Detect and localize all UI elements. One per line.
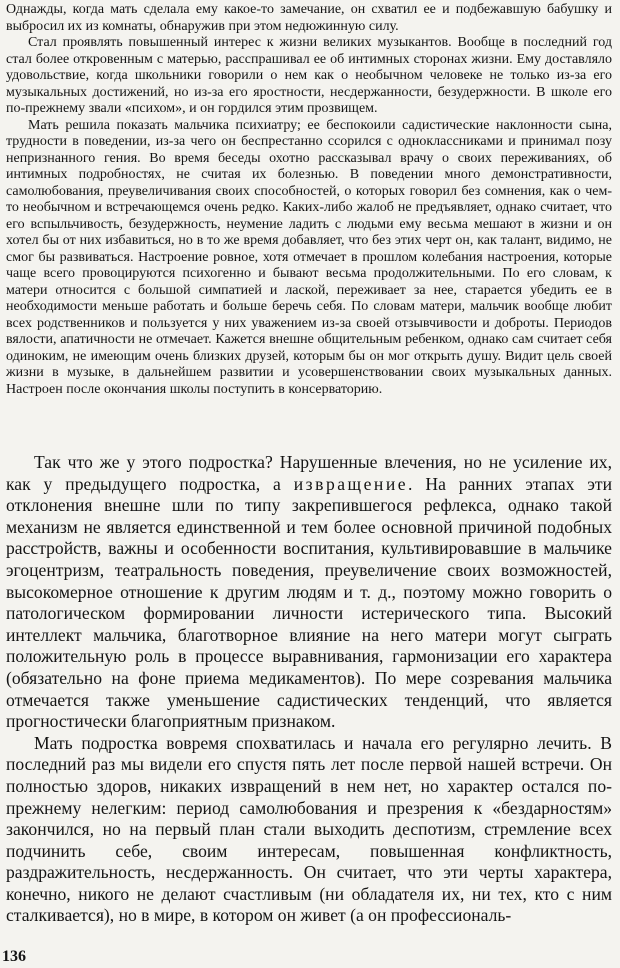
case-paragraph-3: Мать решила показать мальчика психиатру; ее беспокоили садистические наклонности сына, трудности в поведении, из-за чего он беспрестанно ссорился с одноклассниками и принимал позу непризнанного гения. Во время беседы охотно рассказывал врачу о своих переживаниях, об интимных подробностях, не считая их болезнью. В поведении много демонстративности, самолюбования, преувеличивания своих способностей, о которых говорил без сомнения, как о чем-то необычном и встречающемся очень редко. Каких-либо жалоб не предъявляет, однако считает, что его вспыльчивость, безудержность, неумение ладить с людьми ему весьма мешают в жизни и он хотел бы от них избавиться, но в то же время добавляет, что без этих черт он, как талант, видимо, не смог бы развиваться. Настроение ровное, хотя отмечает в прошлом колебания настроения, которые чаще всего провоцируются психогенно и бывают весьма продолжительными. По его словам, к матери относится с большой симпатией и лаской, переживает за нее, старается убедить ее в необходимости меньше работать и больше беречь себя. По словам матери, мальчик вообще любит всех родственников и пользуется у них уважением из-за своей отзывчивости и доброты. Периодов вялости, апатичности не отмечает. Кажется внешне общительным ребенком, однако сам считает себя одиноким, не имеющим очень близких друзей, которым бы он мог открыть душу. Видит цель своей жизни в музыке, в дальнейшем развитии и усовершенствовании своих музыкальных данных. Настроен после окончания школы поступить в консерваторию.: [6, 117, 612, 397]
commentary-paragraph-1: [6, 452, 612, 733]
commentary-paragraph-2: Мать подростка вовремя спохватилась и начала его регулярно лечить. В последний раз мы видели его спустя пять лет после первой нашей встречи. Он полностью здоров, никаких извращений в нем нет, но характер остался по-прежнему нелегким: период самолюбования и презрения к «бездарностям» закончился, но на первый план стали выходить деспотизм, стремление всех подчинить себе, своим интересам, повышенная конфликтность, раздражительность, несдержанность. Он считает, что эти черты характера, конечно, никого не делают счастливым (ни обладателя их, ни тех, кто с ним сталкивается), но в мире, в котором он живет (а он профессиональ-: [6, 732, 612, 926]
case-paragraph-1: Однажды, когда мать сделала ему какое-то замечание, он схватил ее и подбежавшую бабушку и выбросил их из комнаты, обнаружив при этом недюжинную силу.: [6, 2, 612, 34]
case-description-block: [6, 2, 612, 398]
commentary-paragraph-1-end: . На ранних этапах эти отклонения внешне шли по типу закрепившегося рефлекса, однако такой механизм не является единственной и тем более основной причиной подобных расстройств, важны и особенности воспитания, культивировавшие в мальчике эгоцентризм, театральность поведения, преувеличение своих возможностей, высокомерное отношение к другим людям и т. д., поэтому можно говорить о патологическом формировании личности истерического типа. Высокий интеллект мальчика, благотворное влияние на него матери могут сыграть положительную роль в процессе выравнивания, гармонизации его характера (обязательно на фоне приема медикаментов). По мере созревания мальчика отмечается также уменьшение садистических тенденций, что является прогностически благоприятным признаком.: [6, 473, 612, 732]
commentary-paragraph-1-start: Так что же у этого подростка? Нарушенные влечения, но не усиление их, как у предыдущего подростка, а: [6, 452, 612, 494]
emphasized-term: извращение: [293, 473, 409, 494]
commentary-block: [6, 452, 612, 927]
page-number: 136: [2, 948, 26, 965]
case-paragraph-2: Стал проявлять повышенный интерес к жизни великих музыкантов. Вообще в последний год стал более откровенным с матерью, расспрашивал ее об интимных сторонах жизни. Ему доставляло удовольствие, когда школьники говорили о нем как о необычном человеке не только из-за его музыкальных достижений, но из-за его яростности, несдержанности, безудержности. В школе его по-прежнему звали «психом», и он гордился этим прозвищем.: [6, 35, 612, 116]
